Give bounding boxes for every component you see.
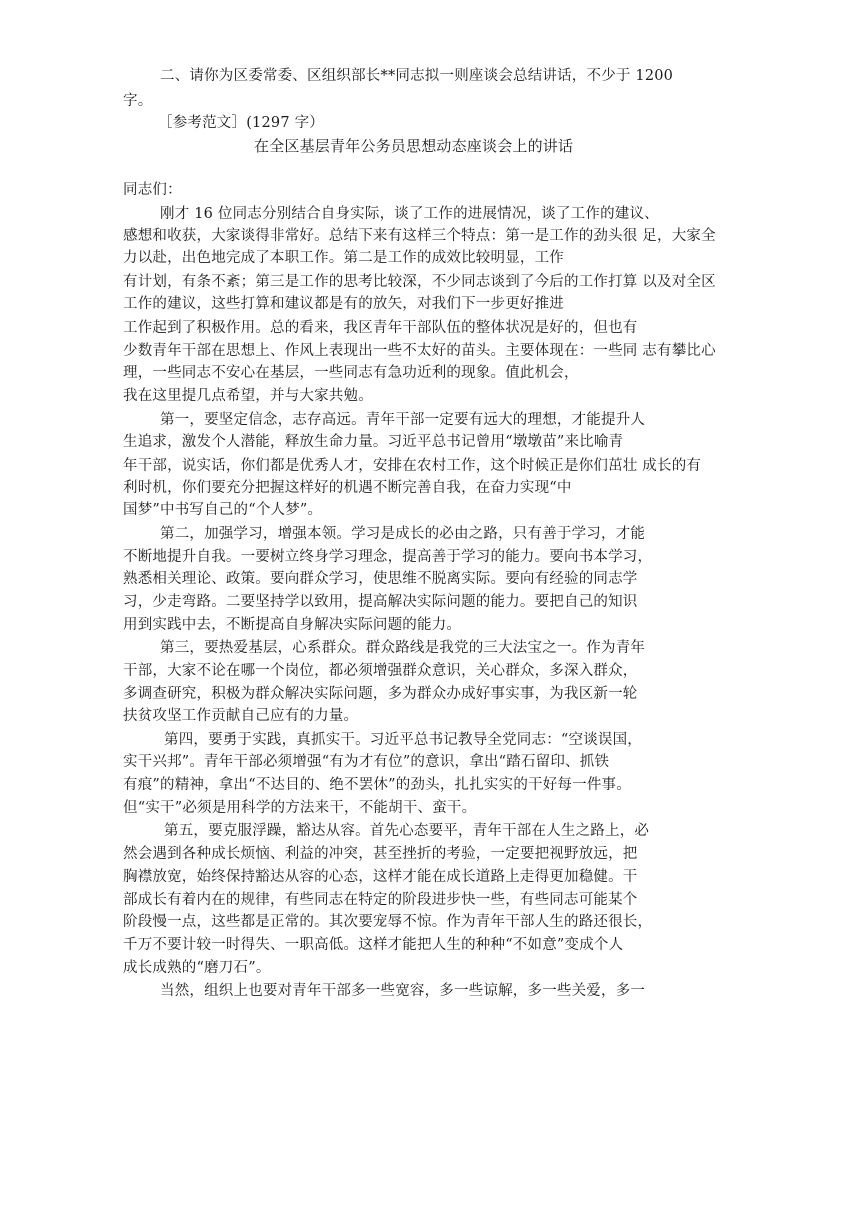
body-line: 第五，要克服浮躁，豁达从容。首先心态要平，青年干部在人生之路上，必 bbox=[164, 823, 650, 839]
body-line: 理，一些同志不安心在基层，一些同志有急功近利的现象。值此机会， bbox=[123, 365, 579, 381]
body-line: 习，少走弯路。二要坚持学以致用，提高解决实际问题的能力。要把自己的知识 bbox=[123, 594, 638, 610]
body-line: 熟悉相关理论、政策。要向群众学习，使思维不脱离实际。要向有经验的同志学 bbox=[123, 571, 638, 587]
body-line: 千万不要计较一时得失、一职高低。这样才能把人生的种种“不如意”变成个人 bbox=[123, 937, 624, 953]
body-line: 第一，要坚定信念，志存高远。青年干部一定要有远大的理想，才能提升人 bbox=[160, 412, 646, 428]
body-line: 工作起到了积极作用。总的看来，我区青年干部队伍的整体状况是好的，但也有 bbox=[123, 320, 638, 336]
body-line: 力以赴，出色地完成了本职工作。第二是工作的成效比较明显，工作 bbox=[123, 250, 564, 266]
body-line: 刚才 16 位同志分别结合自身实际，谈了工作的进展情况，谈了工作的建议、 bbox=[160, 206, 659, 222]
body-line: 成长成熟的“磨刀石”。 bbox=[123, 960, 271, 976]
body-line: 感想和收获，大家谈得非常好。总结下来有这样三个特点：第一是工作的劲头很 足，大家全 bbox=[123, 228, 716, 244]
body-line: 用到实践中去，不断提高自身解决实际问题的能力。 bbox=[123, 617, 462, 633]
body-line: 当然，组织上也要对青年干部多一些宽容，多一些谅解，多一些关爱，多一 bbox=[160, 983, 646, 999]
body-line: 然会遇到各种成长烦恼、利益的冲突，甚至挫折的考验，一定要把视野放远，把 bbox=[123, 846, 638, 862]
body-line: 胸襟放宽，始终保持豁达从容的心态，这样才能在成长道路上走得更加稳健。干 bbox=[123, 869, 638, 885]
body-line: 年干部，说实话，你们都是优秀人才，安排在农村工作，这个时候正是你们茁壮 成长的有 bbox=[123, 458, 702, 474]
body-line: 但“实干”必须是用科学的方法来干，不能胡干、蛮干。 bbox=[123, 800, 477, 816]
body-line: 干部，大家不论在哪一个岗位，都必须增强群众意识，关心群众，多深入群众， bbox=[123, 663, 638, 679]
question-line: 字。 bbox=[123, 93, 153, 109]
body-line: 第三，要热爱基层，心系群众。群众路线是我党的三大法宝之一。作为青年 bbox=[160, 640, 646, 656]
body-line: 我在这里提几点希望，并与大家共勉。 bbox=[123, 388, 373, 404]
body-line: 部成长有着内在的规律，有些同志在特定的阶段进步快一些，有些同志可能某个 bbox=[123, 892, 638, 908]
body-line: 利时机，你们要充分把握这样好的机遇不断完善自我，在奋力实现“中 bbox=[123, 480, 572, 496]
speech-title: 在全区基层青年公务员思想动态座谈会上的讲话 bbox=[254, 137, 574, 155]
body-line: 实干兴邦”。青年干部必须增强“有为才有位”的意识，拿出“踏石留印、抓铁 bbox=[123, 754, 610, 770]
body-line: 第二，加强学习，增强本领。学习是成长的必由之路，只有善于学习，才能 bbox=[160, 526, 646, 542]
body-line: 阶段慢一点，这些都是正常的。其次要宠辱不惊。作为青年干部人生的路还很长， bbox=[123, 914, 653, 930]
reference-label: ［参考范文］(1297 字） bbox=[158, 115, 324, 131]
body-line: 少数青年干部在思想上、作风上表现出一些不太好的苗头。主要体现在：一些同 志有攀比心 bbox=[123, 343, 716, 359]
body-line: 工作的建议，这些打算和建议都是有的放矢，对我们下一步更好推进 bbox=[123, 296, 564, 312]
question-line: 二、请你为区委常委、区组织部长**同志拟一则座谈会总结讲话，不少于 1200 bbox=[160, 68, 674, 84]
body-line: 第四，要勇于实践，真抓实干。习近平总书记教导全党同志：“空谈误国， bbox=[164, 732, 643, 748]
body-line: 有计划，有条不紊；第三是工作的思考比较深，不少同志谈到了今后的工作打算 以及对全区 bbox=[123, 274, 716, 290]
body-line: 扶贫攻坚工作贡献自己应有的力量。 bbox=[123, 708, 359, 724]
body-line: 生追求，激发个人潜能，释放生命力量。习近平总书记曾用“墩墩苗”来比喻青 bbox=[123, 434, 624, 450]
body-line: 有痕”的精神，拿出“不达目的、绝不罢休”的劲头，扎扎实实的干好每一件事。 bbox=[123, 777, 631, 793]
body-line: 多调查研究，积极为群众解决实际问题，多为群众办成好事实事，为我区新一轮 bbox=[123, 686, 638, 702]
body-line: 国梦”中书写自己的“个人梦”。 bbox=[123, 502, 323, 518]
salutation: 同志们： bbox=[123, 182, 182, 198]
body-line: 不断地提升自我。一要树立终身学习理念，提高善于学习的能力。要向书本学习， bbox=[123, 549, 653, 565]
